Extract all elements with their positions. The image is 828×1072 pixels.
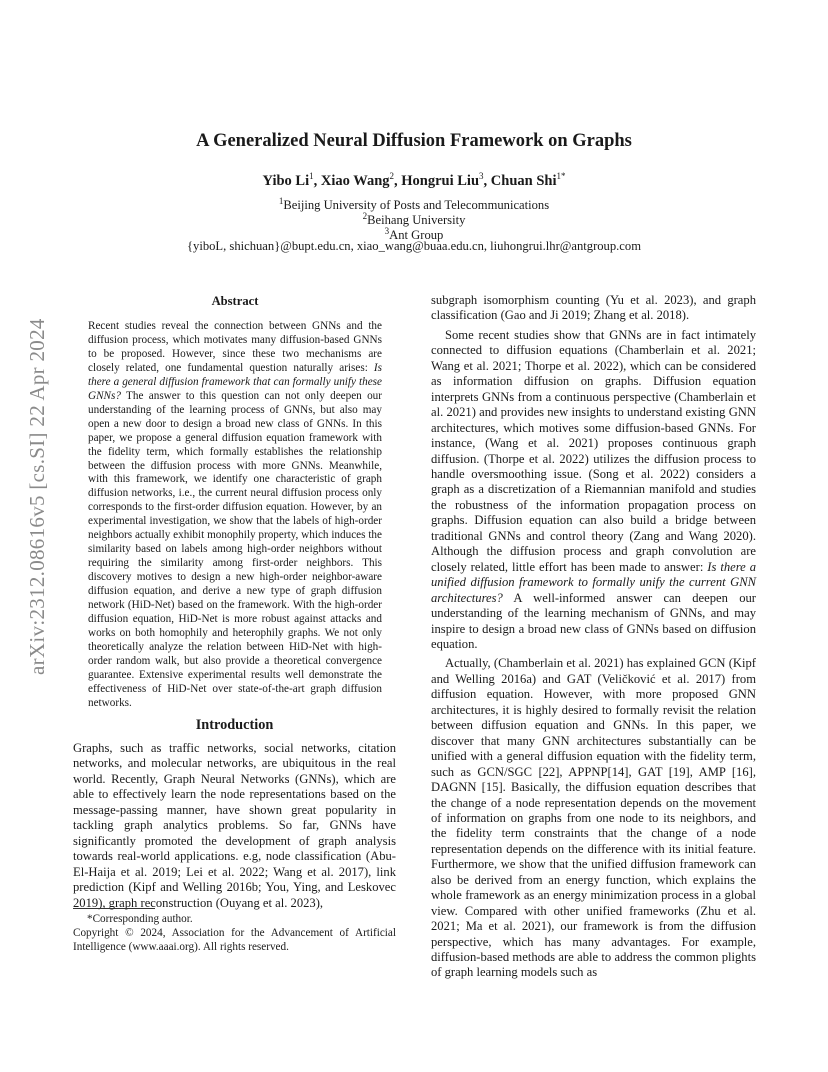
abstract-text: The answer to this question can not only deepen our understanding of the learning process of GNNs, but also may open a new door to design a broad new class of GNNs. In this paper, we propose a general diffusion equation framework with the fidelity term, which formally establishes the relationship between the diffusion process with more GNNs. Meanwhile, with this framework, we identify one characteristic of graph diffusion networks, i.e., the current neural diffusion process only corresponds to the first-order diffusion equation. However, by an experimental investigation, we show that the labels of high-order neighbors actually exhibit monophily property, which induces the similarity based on labels among high-order neighbors without requiring the similarity among first-order neighbors. This discovery motives to design a new high-order neighbor-aware diffusion equation, and derive a new type of graph diffusion network (HiD-Net) based on the framework. With the high-order diffusion equation, HiD-Net is more robust against attacks and works on both homophily and heterophily graphs. We not only theoretically analyze the relation between HiD-Net with high-order random walk, but also provide a theoretical convergence guarantee. Extensive experimental results well demonstrate the effectiveness of HiD-Net over state-of-the-art graph diffusion networks. [88,389,382,709]
author-sup: 1* [556,171,566,181]
paper-title: A Generalized Neural Diffusion Framework on Graphs [196,131,632,151]
affiliation-sup: 2 [362,211,368,221]
body-text: Some recent studies show that GNNs are in fact intimately connected to diffusion equations (Chamberlain et al. 2021; Wang et al. 2021; Thorpe et al. 2022), which can be considered as information diffusion on graphs. Diffusion equation interprets GNNs from a continuous perspective (Chamberlain et al. 2021) and provides new insights to understand existing GNN architectures, which motives some diffusion-based GNNs. For instance, (Wang et al. 2021) proposes continuous graph diffusion. (Thorpe et al. 2022) utilizes the diffusion process to handle oversmoothing issue. (Song et al. 2022) considers a graph as a discretization of a Riemannian manifold and studies the robustness of the information propagation process on graphs. Diffusion equation can also build a bridge between traditional GNNs and control theory (Zang and Wang 2020). Although the diffusion process and graph convolution are closely related, little effort has been made to answer: [431,327,756,574]
author-emails: {yiboL, shichuan}@bupt.edu.cn, xiao_wang@buaa.edu.cn, liuhongrui.lhr@antgroup.com [187,239,641,253]
abstract-paragraph [88,320,382,711]
body-question: Is there a unified diffusion framework to formally unify the current GNN architectures? [431,559,756,605]
footnote-copyright: Copyright © 2024, Association for the Advancement of Artificial Intelligence (www.aaai.org). All rights reserved. [73,926,396,953]
footnotes [73,913,396,955]
abstract-body [88,320,382,711]
author-list: Yibo Li$^1$, Xiao Wang$^2$, Hongrui Liu$^3$, Chuan Shi$^{1*}$ [262,171,566,189]
author-name: Hongrui Liu [401,172,480,189]
abstract-heading: Abstract [211,294,259,308]
affiliation-sup: 3 [384,226,390,236]
author-sup: 3 [479,171,484,181]
affiliation-text: Beihang University [367,213,466,228]
author-sup: 2 [389,171,395,181]
abstract-question: Is there a general diffusion framework that can formally unify these GNNs? [88,361,382,402]
affiliation-text: Ant Group [389,228,444,243]
body-paragraph [431,328,756,653]
arxiv-id-text: arXiv:2312.08616v5 [cs.SI] 22 Apr 2024 [25,318,49,675]
affiliation-text: Beijing University of Posts and Telecommunications [283,198,550,213]
author-sup: 1 [309,171,314,181]
body-paragraph: Graphs, such as traffic networks, social networks, citation networks, and molecular networks, are ubiquitous in the real world. Recently, Graph Neural Networks (GNNs), which are able to effectively learn the node representations based on the message-passing manner, have shown great popularity in tackling graph analytics problems. So far, GNNs have significantly promoted the development of graph analysis towards real-world applications. e.g, node classification (Abu-El-Haija et al. 2019; Lei et al. 2022; Wang et al. 2017), link prediction (Kipf and Welling 2016b; You, Ying, and Leskovec 2019), graph reconstruction (Ouyang et al. 2023), [73,741,396,910]
author-name: Yibo Li [262,172,310,189]
section-heading-introduction: Introduction [195,717,274,733]
abstract-text: Recent studies reveal the connection between GNNs and the diffusion process, which motivates many diffusion-based GNNs to be proposed. However, since these two mechanisms are closely related, one fundamental question naturally arises: [88,320,382,374]
affiliation-sup: 1 [278,196,284,206]
author-name: Xiao Wang [320,172,390,189]
body-paragraph: Actually, (Chamberlain et al. 2021) has explained GCN (Kipf and Welling 2016a) and GAT (Veličković et al. 2017) from diffusion equation. However, with more proposed GNN architectures, it is highly desired to formally revisit the relation between diffusion equation and GNNs. In this paper, we discover that many GNN architectures substantially can be unified with a general diffusion equation with the fidelity term, such as GCN/SGC [22], APPNP[14], GAT [19], AMP [16], DAGNN [15]. Basically, the diffusion equation describes that the change of a node representation depends on the movement of information on graphs from one node to its neighbors, and the fidelity term constraints that the change of a node representation depends on the difference with its initial feature. Furthermore, we show that the unified diffusion framework can also be derived from an energy function, which explains the whole framework as an energy minimization process in a global view. Compared with other unified frameworks (Zhu et al. 2021; Ma et al. 2021), our framework is from the diffusion perspective, which has many advantages. For example, diffusion-based methods are able to address the common plights of graph learning models such as [431,656,756,980]
introduction-body [73,741,396,911]
right-column-body [431,293,756,981]
footnote-rule [73,908,155,909]
body-text: A well-informed answer can deepen our understanding of the learning mechanism of GNNs, and may inspire to design a broad new class of GNNs based on diffusion equation. [431,590,756,651]
author-name: Chuan Shi [490,172,557,189]
footnote-corresponding: *Corresponding author. [87,913,193,925]
arxiv-identifier [24,295,48,675]
body-paragraph: subgraph isomorphism counting (Yu et al. 2023), and graph classification (Gao and Ji 2019; Zhang et al. 2018). [431,293,756,323]
